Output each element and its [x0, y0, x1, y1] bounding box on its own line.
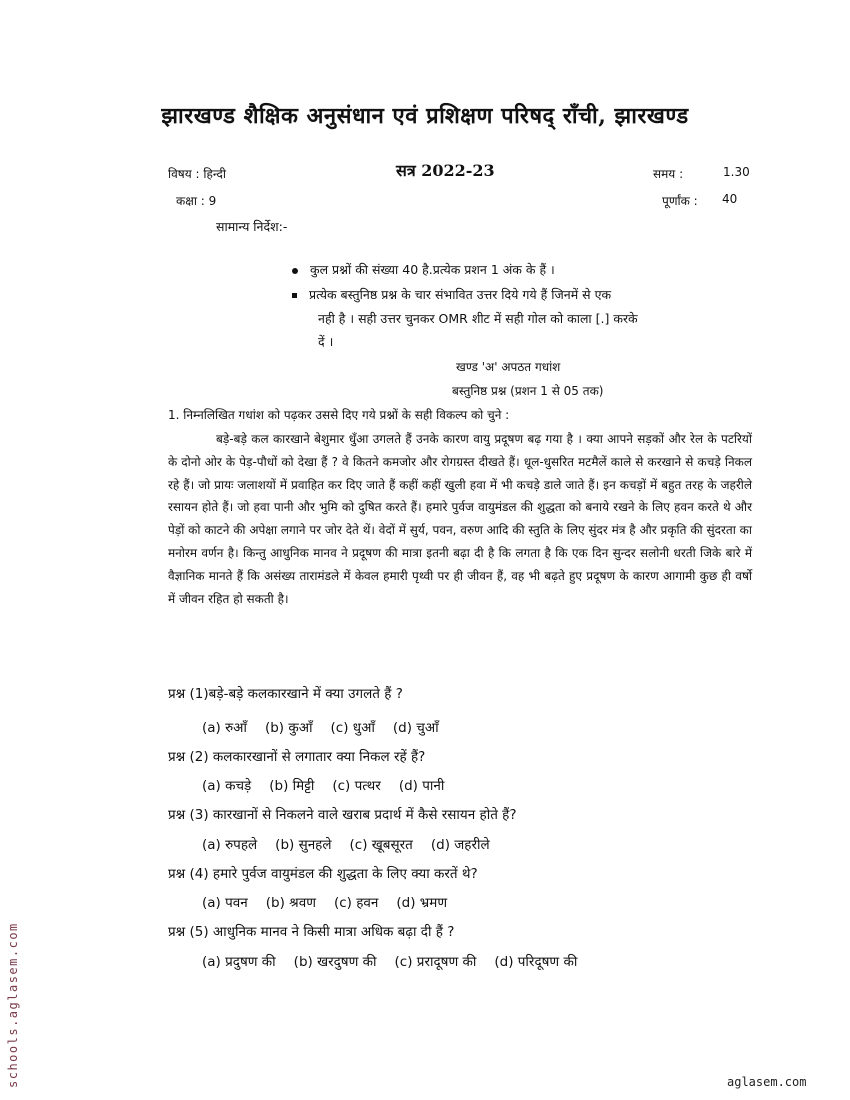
marks-label: पूर्णांक :	[662, 194, 698, 208]
passage-text: बड़े-बड़े कल कारखाने बेशुमार धुँआ उगलते हैं उनके कारण वायु प्रदूषण बढ़ गया है । क्या आपने सड़कों और रेल के पटरियों के दोनो ओर के पेड़-पौधों को देखा हैं ? वे कितने कमजोर और रोगग्रस्त दीखते हैं। धूल-धुसरित मटमैलें काले से करखाने से कचड़े निकल रहे हैं। जो प्रायः जलाशयों में प्रवाहित कर दिए जाते हैं कहीं कहीं खुली हवा में भी कचड़े डाले जाते हैं। इन कचड़ों में बहुत तरह के जहरीले रसायन होते हैं। जो हवा पानी और भुमि को दुषित करते हैं। हमारे पुर्वज वायुमंडल की शुद्धता को बनाये रखने के लिए हवन करते थे और पेड़ों को काटने की अपेक्षा लगाने पर जोर देते थें। वेदों में सुर्य, पवन, वरुण आदि की स्तुति के लिए सुंदर मंत्र है और प्रकृति की सुंदरता का मनोरम वर्णन है। किन्तु आधुनिक मानव ने प्रदूषण की मात्रा इतनी बढ़ा दी है कि लगता है कि एक दिन सुन्दर सलोनी धरती जिके बारे में वैज्ञानिक मानते हैं कि असंख्य तारामंडले में केवल हमारी पृथ्वी पर ही जीवन हैं, वह भी बढ़ते हुए प्रदूषण के कारण आगामी कुछ ही वर्षो में जीवन रहित हो सकती है।	[168, 432, 752, 606]
options-3	[202, 835, 508, 853]
option-c: (c) हवन	[333, 895, 379, 911]
options-4	[202, 893, 465, 911]
instruction-item-continued: नही है । सही उत्तर चुनकर OMR शीट में सही गोल को काला [.] करके	[318, 311, 638, 326]
option-d: (d) भ्रमण	[396, 895, 448, 911]
options-5	[202, 952, 595, 970]
session-label: सत्र 2022-23	[396, 161, 495, 180]
question-4: प्रश्न (4) हमारे पुर्वज वायुमंडल की शुद्धता के लिए क्या करतें थे?	[168, 866, 478, 882]
section-subtitle: बस्तुनिष्ठ प्रश्न (प्रशन 1 से 05 तक)	[452, 384, 604, 398]
option-a: (a) पवन	[202, 895, 248, 911]
option-d: (d) परिदूषण की	[494, 954, 578, 970]
option-c: (c) धुआँ	[330, 720, 375, 736]
question-1: प्रश्न (1)बड़े-बड़े कलकारखाने में क्या उगलते हैं ?	[168, 686, 403, 702]
option-b: (b) श्रवण	[265, 895, 316, 911]
instruction-item: प्रत्येक बस्तुनिष्ठ प्रश्न के चार संभावित उत्तर दिये गये हैं जिनमें से एक	[292, 286, 611, 303]
bullet-icon	[292, 268, 298, 274]
section-title: खण्ड 'अ' अपठत गधांश	[456, 360, 561, 374]
option-d: (d) चुआँ	[392, 720, 439, 736]
option-b: (b) खरदुषण की	[293, 954, 377, 970]
instructions-heading: सामान्य निर्देश:-	[216, 219, 288, 234]
question-3: प्रश्न (3) कारखानों से निकलने वाले खराब प्रदार्थ में कैसे रसायन होते हैं?	[168, 807, 517, 823]
instruction-item-continued: दें ।	[318, 334, 334, 349]
passage-instruction: 1. निम्नलिखित गधांश को पढ़कर उससे दिए गये प्रश्नों के सही विकल्प को चुने :	[168, 408, 510, 422]
side-watermark: schools.aglasem.com	[6, 922, 20, 1088]
bottom-watermark: aglasem.com	[727, 1075, 807, 1089]
time-value: 1.30	[723, 165, 750, 179]
options-2	[202, 776, 462, 794]
option-d: (d) पानी	[398, 778, 445, 794]
option-a: (a) रुपहले	[202, 837, 258, 853]
option-c: (c) खूबसूरत	[349, 837, 413, 853]
option-c: (c) पत्थर	[332, 778, 381, 794]
time-label: समय :	[653, 167, 684, 181]
option-b: (b) कुआँ	[264, 720, 313, 736]
options-1	[202, 718, 457, 736]
bullet-icon	[292, 293, 297, 298]
option-b: (b) सुनहले	[275, 837, 332, 853]
page-title: झारखण्ड शैक्षिक अनुसंधान एवं प्रशिक्षण परिषद् राँची, झारखण्ड	[161, 103, 689, 129]
option-c: (c) प्ररादूषण की	[394, 954, 477, 970]
option-a: (a) कचड़े	[202, 778, 252, 794]
subject-label: विषय : हिन्दी	[168, 167, 227, 181]
question-2: प्रश्न (2) कलकारखानों से लगातार क्या निकल रहें हैं?	[168, 749, 426, 765]
instruction-item: कुल प्रश्नों की संख्या 40 है.प्रत्येक प्रशन 1 अंक के हैं ।	[292, 261, 555, 278]
option-a: (a) प्रदुषण की	[202, 954, 276, 970]
class-label: कक्षा : 9	[176, 194, 217, 208]
option-a: (a) रुआँ	[202, 720, 247, 736]
marks-value: 40	[722, 192, 738, 206]
option-b: (b) मिट्टी	[269, 778, 315, 794]
question-5: प्रश्न (5) आधुनिक मानव ने किसी मात्रा अधिक बढ़ा दी हैं ?	[168, 924, 455, 940]
option-d: (d) जहरीले	[430, 837, 490, 853]
